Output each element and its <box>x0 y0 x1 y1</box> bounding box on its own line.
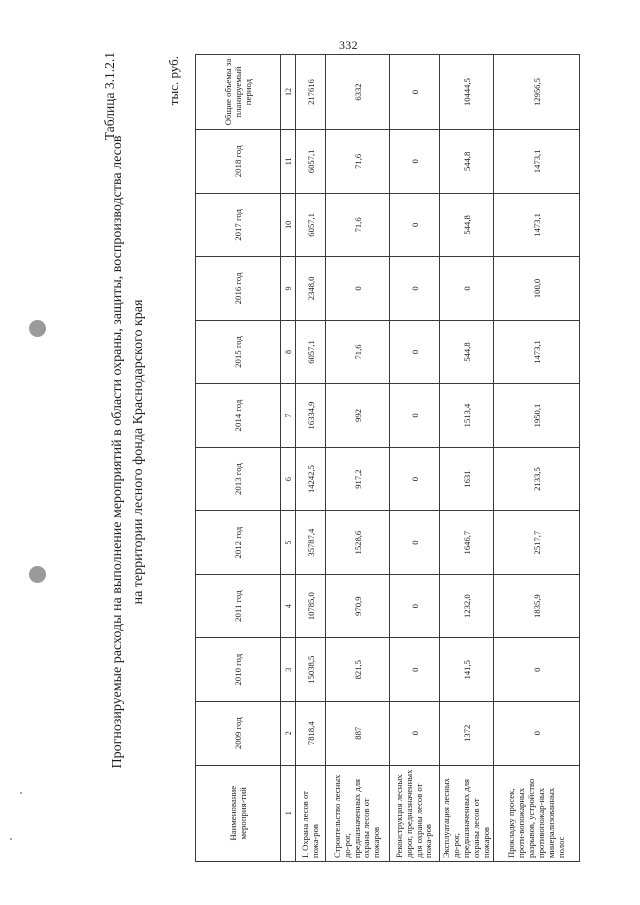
year-value-cell: 970,9 <box>326 574 390 638</box>
punch-hole-upper <box>29 320 46 337</box>
header-year: 2011 год <box>196 574 281 638</box>
year-value-cell: 71,6 <box>326 193 390 257</box>
year-value-cell: 10785,0 <box>296 574 326 638</box>
table-title-line-2: на территории лесного фонда Краснодарского края <box>131 299 146 605</box>
header-total: Общие объемы за планируемый период <box>196 55 281 130</box>
punch-hole-lower <box>29 566 46 583</box>
year-value-cell: 544,8 <box>440 320 494 384</box>
header-year: 2010 год <box>196 638 281 702</box>
header-year: 2015 год <box>196 320 281 384</box>
activity-name-cell: Прокладку просек, проти-вопожарных разрывов, устройство противопожар-ных минерализованных полос <box>494 765 580 861</box>
table-row <box>390 55 440 862</box>
year-value-cell: 6057,1 <box>296 130 326 194</box>
year-value-cell: 1646,7 <box>440 511 494 575</box>
header-year: 2014 год <box>196 384 281 448</box>
units-label: тыс. руб. <box>166 56 181 106</box>
header-year: 2018 год <box>196 130 281 194</box>
year-value-cell: 0 <box>390 257 440 321</box>
year-value-cell: 0 <box>440 257 494 321</box>
scan-speck <box>20 792 22 794</box>
column-number: 11 <box>281 130 296 194</box>
total-cell: 217616 <box>296 55 326 130</box>
column-number: 10 <box>281 193 296 257</box>
column-number: 5 <box>281 511 296 575</box>
column-number: 2 <box>281 701 296 765</box>
scan-speck <box>10 838 12 840</box>
year-value-cell: 2517,7 <box>494 511 580 575</box>
header-year: 2009 год <box>196 701 281 765</box>
table-title-line-1: Прогнозируемые расходы на выполнение мероприятий в области охраны, защиты, воспроизводства лесов <box>110 135 125 769</box>
table-label: Таблица 3.1.2.1 <box>102 52 117 141</box>
year-value-cell: 0 <box>390 511 440 575</box>
year-value-cell: 141,5 <box>440 638 494 702</box>
year-value-cell: 917,2 <box>326 447 390 511</box>
column-number: 1 <box>281 765 296 861</box>
year-value-cell: 0 <box>390 130 440 194</box>
year-value-cell: 71,6 <box>326 320 390 384</box>
table-row <box>440 55 494 862</box>
table-body <box>296 55 580 862</box>
column-number: 3 <box>281 638 296 702</box>
activity-name-cell: Эксплуатация лесных до-рог, предназначенных для охраны лесов от пожаров <box>440 765 494 861</box>
total-cell: 10444,5 <box>440 55 494 130</box>
year-value-cell: 2348,0 <box>296 257 326 321</box>
year-value-cell: 15038,5 <box>296 638 326 702</box>
year-value-cell: 1835,9 <box>494 574 580 638</box>
year-value-cell: 0 <box>390 320 440 384</box>
page-number: 332 <box>339 38 358 52</box>
column-number: 6 <box>281 447 296 511</box>
year-value-cell: 0 <box>390 193 440 257</box>
total-cell: 0 <box>390 55 440 130</box>
year-value-cell: 1528,6 <box>326 511 390 575</box>
year-value-cell: 100,0 <box>494 257 580 321</box>
column-number: 8 <box>281 320 296 384</box>
header-year: 2013 год <box>196 447 281 511</box>
year-value-cell: 0 <box>390 574 440 638</box>
column-number: 7 <box>281 384 296 448</box>
table-row <box>296 55 326 862</box>
year-value-cell: 821,5 <box>326 638 390 702</box>
header-year: 2012 год <box>196 511 281 575</box>
header-year: 2016 год <box>196 257 281 321</box>
year-value-cell: 1950,1 <box>494 384 580 448</box>
activity-name-cell: I. Охрана лесов от пожа-ров <box>296 765 326 861</box>
year-value-cell: 1232,0 <box>440 574 494 638</box>
year-value-cell: 992 <box>326 384 390 448</box>
header-year: 2017 год <box>196 193 281 257</box>
year-value-cell: 0 <box>494 638 580 702</box>
year-value-cell: 14242,5 <box>296 447 326 511</box>
year-value-cell: 0 <box>390 701 440 765</box>
column-number: 12 <box>281 55 296 130</box>
year-value-cell: 1473,1 <box>494 320 580 384</box>
year-value-cell: 1473,1 <box>494 193 580 257</box>
year-value-cell: 0 <box>390 638 440 702</box>
year-value-cell: 71,6 <box>326 130 390 194</box>
rotated-table-sheet <box>102 42 640 862</box>
year-value-cell: 7818,4 <box>296 701 326 765</box>
year-value-cell: 0 <box>494 701 580 765</box>
total-cell: 12956,5 <box>494 55 580 130</box>
table-row <box>494 55 580 862</box>
year-value-cell: 1631 <box>440 447 494 511</box>
year-value-cell: 35787,4 <box>296 511 326 575</box>
year-value-cell: 1513,4 <box>440 384 494 448</box>
year-value-cell: 0 <box>390 447 440 511</box>
header-activity-name: Наименование мероприя-тий <box>196 765 281 861</box>
year-value-cell: 6057,1 <box>296 320 326 384</box>
header-row <box>196 55 281 862</box>
year-value-cell: 544,8 <box>440 193 494 257</box>
year-value-cell: 1473,1 <box>494 130 580 194</box>
forest-costs-table <box>195 54 580 862</box>
year-value-cell: 544,8 <box>440 130 494 194</box>
activity-name-cell: Реконструкция лесных дорог, предназначенных для охраны лесов от пожа-ров <box>390 765 440 861</box>
year-value-cell: 0 <box>326 257 390 321</box>
table-row <box>326 55 390 862</box>
column-number-row <box>281 55 296 862</box>
column-number: 4 <box>281 574 296 638</box>
column-number: 9 <box>281 257 296 321</box>
year-value-cell: 16334,9 <box>296 384 326 448</box>
total-cell: 6332 <box>326 55 390 130</box>
year-value-cell: 2133,5 <box>494 447 580 511</box>
year-value-cell: 6057,1 <box>296 193 326 257</box>
activity-name-cell: Строительство лесных до-рог, предназначенных для охраны лесов от пожаров <box>326 765 390 861</box>
year-value-cell: 0 <box>390 384 440 448</box>
year-value-cell: 1372 <box>440 701 494 765</box>
year-value-cell: 887 <box>326 701 390 765</box>
